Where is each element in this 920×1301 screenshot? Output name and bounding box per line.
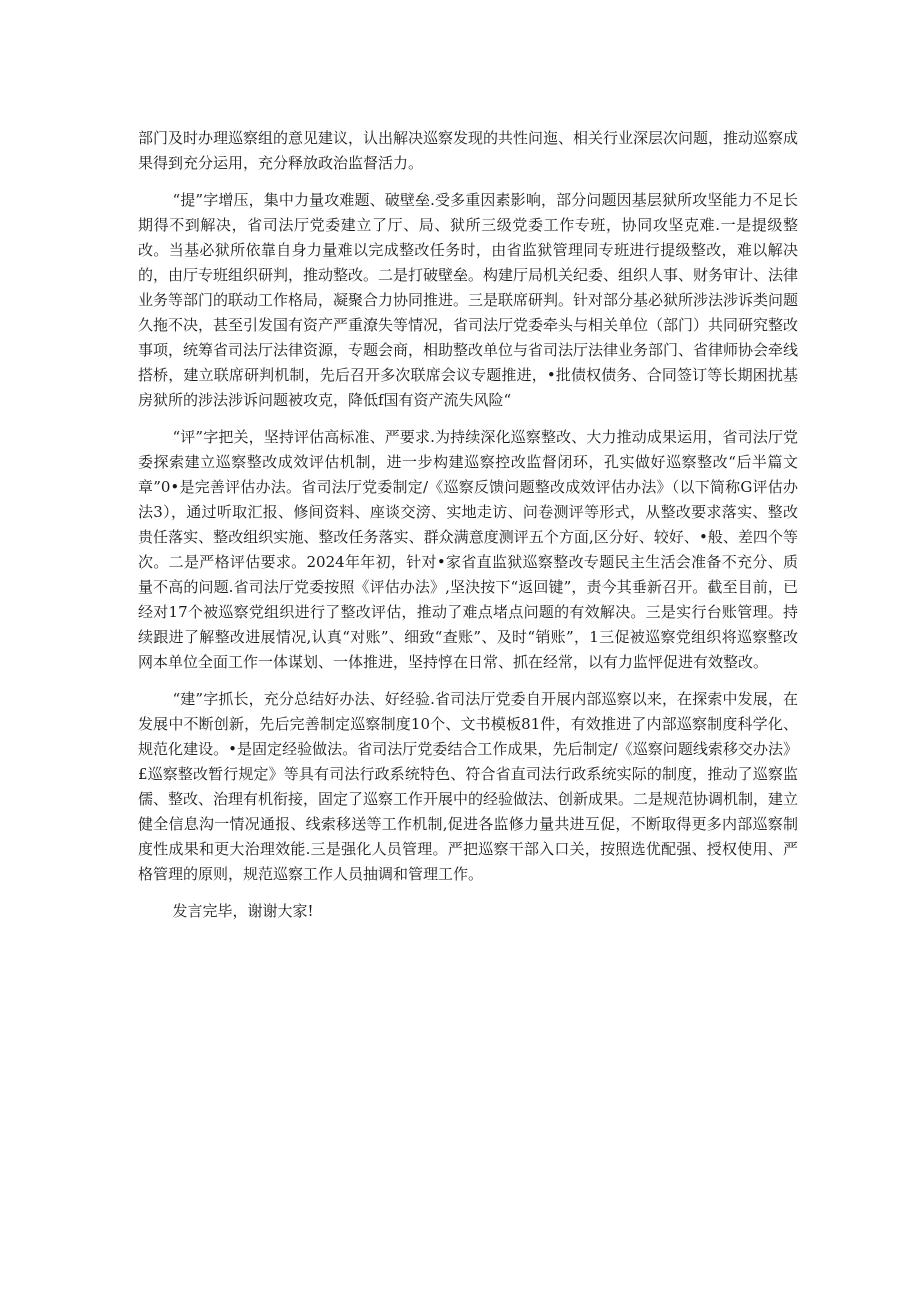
paragraph-ti: “提”字增压，集中力量攻难题、破壁垒.受多重因素影响，部分问题因基层狱所攻坚能力不足长期得不到解决，省司法厅党委建立了厅、局、狱所三级党委工作专班，协同攻坚克难.一是提级整改。当基必狱所依靠自身力量难以完成整改任务时，由省监狱管理同专班进行提级整改，难以解决的，由厅专班组织研判，推动整改。二是打破壁垒。构建厅局机关纪委、组织人事、财务审计、法律业务等部门的联动工作格局，凝聚合力协同推进。三是联席研判。针对部分基必狱所涉法涉诉类问题久拖不决，甚至引发国有资产严重潦失等情况，省司法厅党委牵头与相关单位（部门）共同研究整改事项，统筹省司法厅法律资源，专题会商，相助整改单位与省司法厅法律业务部门、省律师协会牵线搭桥，建立联席研判机制，先后召开多次联席会议专题推进，•批债权债务、合同签订等长期困扰基房狱所的涉法涉诉问题被攻克，降低f国有资产流失风险“	[138, 191, 799, 409]
paragraph-jian: “建”字抓长，充分总结好办法、好经验.省司法厅党委自开展内部巡察以来，在探索中发展，在发展中不断创新，先后完善制定巡察制度10个、文书模板81件，有效推进了内部巡察制度科学化、规范化建设。•是固定经验做法。省司法厅党委结合工作成果，先后制定/《巡察问题线索移交办法》£巡察整改暂行规定》等具有司法行政系统特色、符合省直司法行政系统实际的制度，推动了巡察监儒、整改、治理有机衔接，固定了巡察工作开展中的经验做法、创新成果。二是规范协调机制，建立健全信息沟一情况通报、线索移送等工作机制,促进各监修力量共进互促，不断取得更多内部巡察制度性成果和更大治理效能.三是强化人员管理。严把巡察干部入口关，按照选优配强、授权使用、严格管理的原则，规范巡察工作人员抽调和管理工作。	[138, 690, 799, 883]
paragraph-ping: “评”字把关，坚持评估高标准、严要求.为持续深化巡察整改、大力推动成果运用，省司法厅党委探索建立巡察整改成效评估机制，进一步构建巡察控改监督闭环，孔实做好巡察整改“后半篇文章”0•是完善评估办法。省司法厅党委制定/《巡察反馈问题整改成效评估办法》（以下简称G评估办法3），通过听取汇报、修间资料、座谈交滂、实地走访、问卷测评等形式，从整改要求落实、整改贵任落实、整改组织实施、整改任务落实、群众满意度测评五个方面,区分好、较好、•般、差四个等次。二是严格评估要求。2024年年初，针对•家省直监狱巡察整改专题民主生活会准备不充分、质量不高的问题.省司法厅党委按照《评估办法》,坚決按下“返回键”，责今其垂新召开。截至目前，已经对17个被巡察党组织进行了整改评估，推动了难点堵点问题的有效解决。三是实行台账管理。持续跟进了解整改进展情况,认真“对账”、细致“查账”、及时“销账”，1三促被巡察党组织将巡察整改网本单位全面工作一体谋划、一体推进，坚持惇在日常、抓在经常，以有力监怦促进有效整改。	[138, 428, 798, 671]
paragraph-closing: 发言完毕，谢谢大家!	[172, 902, 314, 920]
document-body	[138, 126, 798, 924]
paragraph-continuation: 部门及时办理巡察组的意见建议，认出解决巡察发现的共性问迤、相关行业深层次问题，推动巡察成果得到充分运用，充分释放政治监督活力。	[138, 129, 799, 172]
